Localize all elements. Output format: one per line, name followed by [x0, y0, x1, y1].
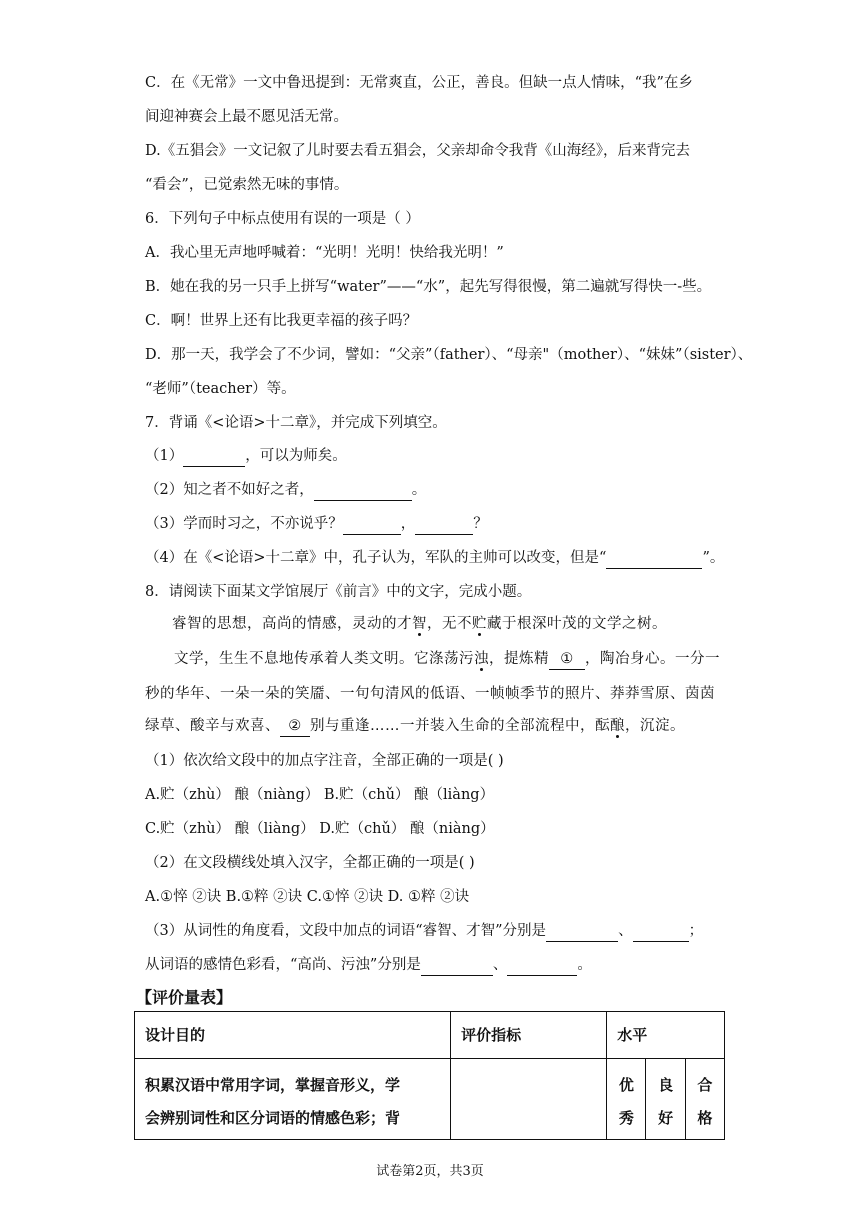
question-7: 7．背诵《<论语>十二章》，并完成下列填空。	[145, 415, 447, 431]
dotted-char: 贮	[472, 616, 487, 632]
answer-blank[interactable]	[343, 514, 401, 535]
sub-question-1-options-cd: C.贮（zhù） 酿（liàng） D.贮（chǔ） 酿（niàng）	[145, 821, 495, 837]
answer-blank[interactable]	[546, 921, 618, 942]
question-6: 6．下列句子中标点使用有误的一项是（ ）	[145, 211, 420, 227]
page-footer: 试卷第2页，共3页	[376, 1164, 484, 1179]
passage-paragraph-1: 睿智的思想，高尚的情感，灵动的才智，无不贮藏于根深叶茂的文学之树。	[172, 616, 667, 632]
blank-2[interactable]: ②	[280, 716, 310, 737]
blank-1[interactable]: ①	[549, 649, 585, 670]
table-row	[135, 1059, 725, 1140]
level-pass: 合格	[685, 1059, 724, 1140]
sub-question-2-options: A.①悴 ②诀 B.①粹 ②诀 C.①悴 ②诀 D. ①粹 ②诀	[145, 889, 470, 905]
sub-question-1-options-ab: A.贮（zhù） 酿（niàng） B.贮（chǔ） 酿（liàng）	[145, 787, 495, 803]
table-row	[135, 1012, 725, 1059]
sub-question-2: （2）在文段横线处填入汉字，全都正确的一项是( )	[145, 855, 475, 871]
purpose-cell: 积累汉语中常用字词，掌握音形义，学 会辨别词性和区分词语的情感色彩；背	[135, 1059, 451, 1140]
answer-blank[interactable]	[606, 548, 702, 569]
answer-blank[interactable]	[633, 921, 689, 942]
level-good: 良好	[646, 1059, 685, 1140]
option-c-wuchang: C．在《无常》一文中鲁迅提到：无常爽直，公正，善良。但缺一点人情味，“我”在乡	[145, 75, 693, 91]
question-6-option-b: B．她在我的另一只手上拼写“water”——“水”，起先写得很慢，第二遍就写得快一-些。	[145, 279, 712, 295]
question-6-option-d: D．那一天，我学会了不少词，譬如：“父亲”（father）、“母亲"（mother）、“妹妹”（sister）、	[145, 347, 753, 363]
rubric-heading: 【评价量表】	[136, 988, 233, 1007]
indicator-cell	[451, 1059, 607, 1140]
passage-paragraph-2-end: 绿草、酸辛与欢喜、 ② 别与重逢……一并装入生命的全部流程中，酝酿，沉淀。	[145, 716, 685, 737]
passage-paragraph-2: 文学，生生不息地传承着人类文明。它涤荡污浊，提炼精 ① ，陶冶身心。一分一	[174, 649, 720, 670]
dotted-char: 智	[412, 616, 427, 632]
rubric-table	[134, 1011, 725, 1140]
question-7-item-4: （4）在《<论语>十二章》中，孔子认为，军队的主帅可以改变，但是“ ”。	[145, 548, 724, 569]
answer-blank[interactable]	[183, 446, 245, 467]
question-6-option-a: A．我心里无声地呼喊着：“光明！光明！快给我光明！”	[145, 245, 504, 261]
header-purpose: 设计目的	[135, 1012, 451, 1059]
option-c-wuchang-cont: 间迎神赛会上最不愿见活无常。	[145, 109, 348, 125]
question-7-item-2: （2）知之者不如好之者， 。	[145, 480, 426, 501]
level-excellent: 优秀	[607, 1059, 646, 1140]
header-indicator: 评价指标	[451, 1012, 607, 1059]
question-6-option-c: C．啊！世界上还有比我更幸福的孩子吗？	[145, 313, 418, 329]
option-d-wuchanghui: D.《五猖会》一文记叙了儿时要去看五猖会，父亲却命令我背《山海经》，后来背完去	[145, 143, 690, 159]
question-7-item-1: （1） ，可以为师矣。	[145, 446, 347, 467]
sub-question-1: （1）依次给文段中的加点字注音，全部正确的一项是( )	[145, 753, 504, 769]
answer-blank[interactable]	[421, 955, 493, 976]
dotted-char: 浊	[474, 651, 489, 667]
question-7-item-3: （3）学而时习之，不亦说乎？ ， ？	[145, 514, 488, 535]
answer-blank[interactable]	[314, 480, 412, 501]
question-8: 8．请阅读下面某文学馆展厅《前言》中的文字，完成小题。	[145, 584, 532, 600]
sub-question-3-cont: 从词语的感情色彩看，“高尚、污浊”分别是 、 。	[145, 955, 592, 976]
sub-question-3: （3）从词性的角度看，文段中加点的词语“睿智、才智”分别是 、 ；	[145, 921, 703, 942]
answer-blank[interactable]	[415, 514, 473, 535]
question-6-option-d-cont: “老师”（teacher）等。	[145, 381, 296, 397]
header-level: 水平	[607, 1012, 725, 1059]
passage-paragraph-2-cont: 秒的华年、一朵一朵的笑靥、一句句清风的低语、一帧帧季节的照片、莽莽雪原、茵茵	[145, 686, 715, 702]
answer-blank[interactable]	[507, 955, 577, 976]
dotted-char: 酿	[610, 718, 625, 734]
option-d-wuchanghui-cont: “看会”，已觉索然无味的事情。	[145, 177, 349, 193]
